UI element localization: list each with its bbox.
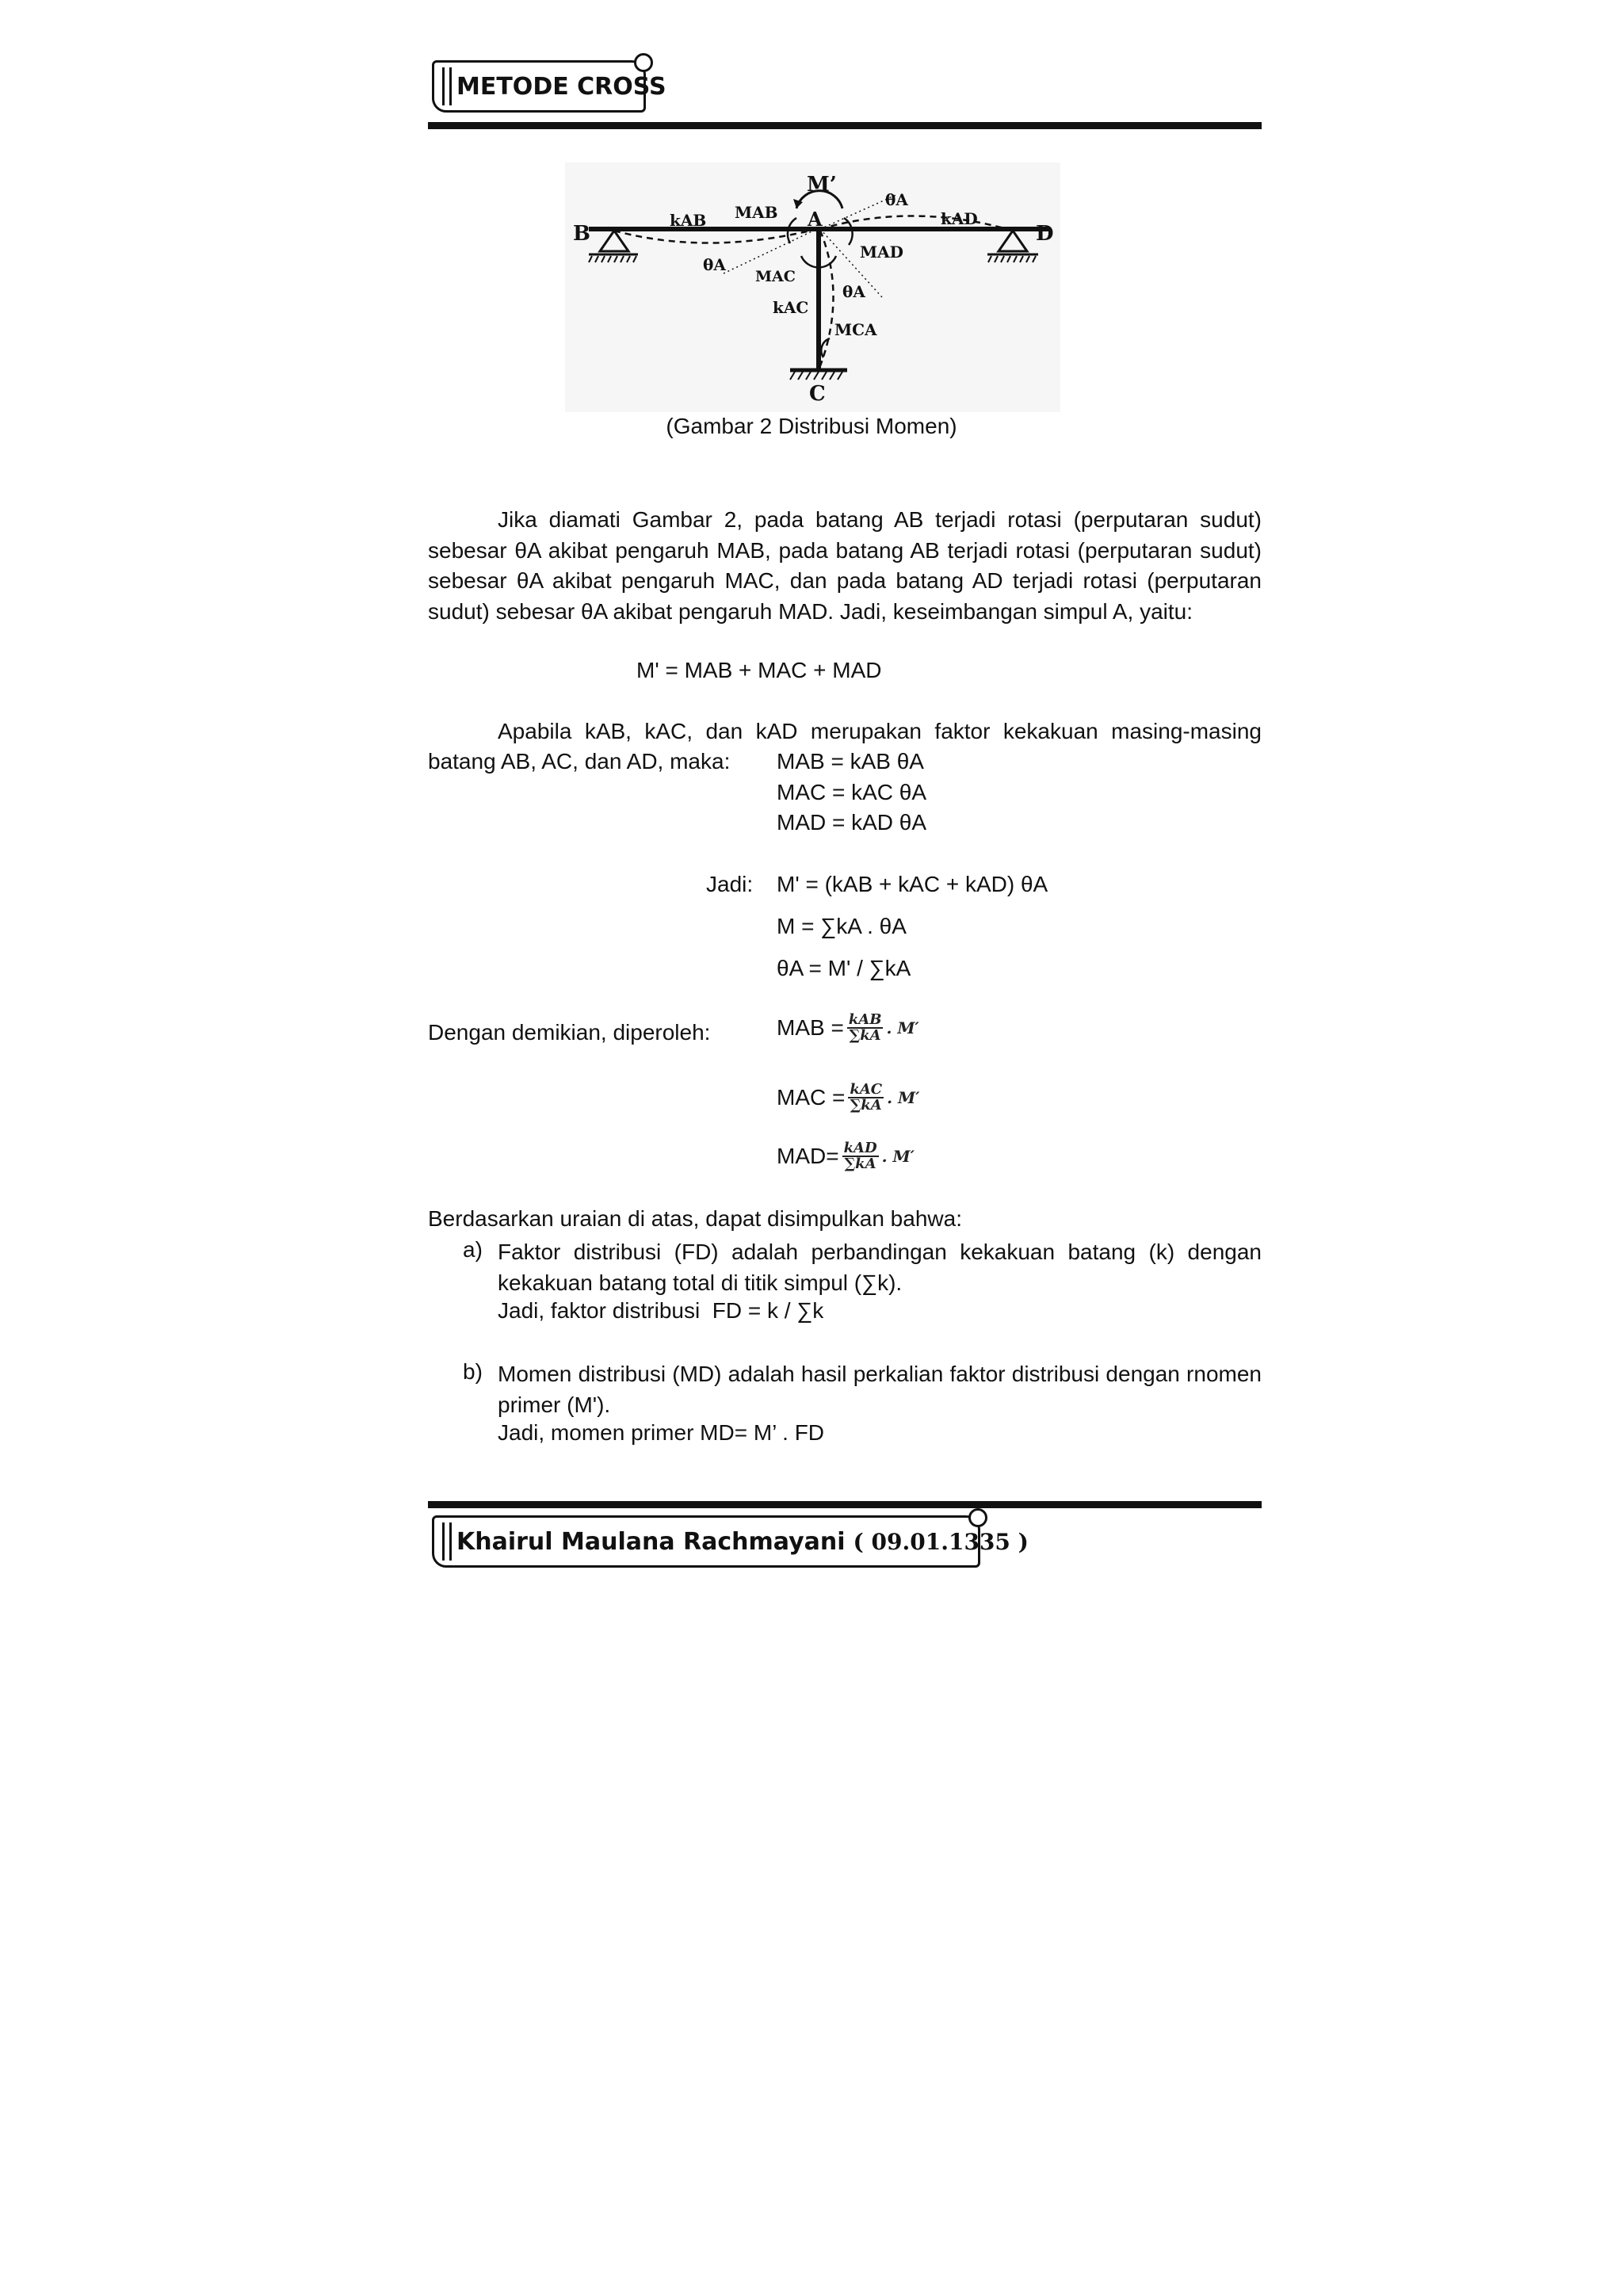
equation-mad: MAD = kAD θA xyxy=(777,810,927,835)
label-d: D xyxy=(1036,222,1054,246)
fraction-mad xyxy=(842,1141,879,1171)
label-kab: kAB xyxy=(670,211,707,230)
footer-id: ( 09.01.1335 ) xyxy=(853,1528,1029,1555)
jadi-label: Jadi: xyxy=(706,872,754,896)
header-banner xyxy=(432,60,666,113)
equation-mab: MAB = kAB θA xyxy=(777,749,924,774)
label-kad: kAD xyxy=(941,209,978,228)
footer-banner xyxy=(432,1515,1029,1568)
label-b: B xyxy=(573,222,590,246)
fraction-mad-denominator: ∑kA xyxy=(844,1156,876,1172)
label-a: A xyxy=(808,208,823,231)
result-mab-lhs: MAB = xyxy=(777,1015,844,1040)
figure-caption: (Gambar 2 Distribusi Momen) xyxy=(666,414,957,438)
frame-diagram-svg xyxy=(565,162,1060,412)
footer-author: Khairul Maulana Rachmayani xyxy=(456,1527,846,1556)
footer-author-line xyxy=(456,1518,1029,1565)
fraction-mac-denominator: ∑kA xyxy=(850,1097,882,1114)
item-b-marker: b) xyxy=(463,1359,483,1384)
result-mac xyxy=(777,1083,919,1113)
header-rule xyxy=(428,122,1262,129)
fraction-mab-numerator: kAB xyxy=(848,1011,882,1028)
result-mad xyxy=(777,1141,915,1171)
label-mab: MAB xyxy=(735,203,778,222)
label-kac: kAC xyxy=(773,298,809,317)
equation-jadi-2: M = ∑kA . θA xyxy=(777,914,907,938)
paragraph-1-text: Jika diamati Gambar 2, pada batang AB terjadi rotasi (perputaran sudut) sebesar θA akibat pengaruh MAB, pada batang AB terjadi rotasi (perputaran sudut) sebesar θA akibat pengaruh MAC, dan pada batang AD terjadi rotasi (perputaran sudut) sebesar θA akibat pengaruh MAD. Jadi, keseimbangan simpul A, yaitu: xyxy=(428,507,1262,624)
fraction-mad-suffix: . M′ xyxy=(881,1147,915,1166)
paragraph-1 xyxy=(428,505,1262,627)
result-mab xyxy=(777,1013,919,1043)
fraction-mad-numerator: kAD xyxy=(843,1140,877,1156)
item-a-marker: a) xyxy=(463,1237,483,1262)
diperoleh-label: Dengan demikian, diperoleh: xyxy=(428,1020,711,1045)
label-thetaa-top: θA xyxy=(885,190,908,209)
item-b-result: Jadi, momen primer MD= M’ . FD xyxy=(498,1420,825,1445)
fraction-mab-denominator: ∑kA xyxy=(849,1027,881,1044)
result-mad-lhs: MAD= xyxy=(777,1144,839,1168)
result-mac-lhs: MAC = xyxy=(777,1085,846,1110)
support-d xyxy=(999,231,1027,251)
fraction-mac xyxy=(848,1083,884,1113)
label-thetaa-left: θA xyxy=(703,255,726,274)
equation-jadi-1: M' = (kAB + kAC + kAD) θA xyxy=(777,872,1048,896)
conclusion-intro: Berdasarkan uraian di atas, dapat disimpulkan bahwa: xyxy=(428,1206,962,1231)
label-thetaa-right: θA xyxy=(842,282,865,301)
footer-rule xyxy=(428,1501,1262,1508)
fraction-mac-numerator: kAC xyxy=(850,1081,883,1098)
equation-sum: M' = MAB + MAC + MAD xyxy=(636,658,882,682)
fraction-mab xyxy=(847,1013,884,1043)
fraction-mac-suffix: . M′ xyxy=(887,1088,920,1107)
support-b xyxy=(600,231,628,251)
scroll-curl-left xyxy=(442,67,452,105)
paragraph-2-line-1: Apabila kAB, kAC, dan kAD merupakan faktor kekakuan masing-masing xyxy=(498,719,1262,743)
label-c: C xyxy=(809,382,826,406)
label-mprime: M’ xyxy=(807,173,837,197)
label-mad: MAD xyxy=(860,243,903,262)
label-mca: MCA xyxy=(834,320,877,339)
label-mac: MAC xyxy=(755,268,796,285)
fraction-mab-suffix: . M′ xyxy=(886,1018,919,1037)
item-a-result: Jadi, faktor distribusi FD = k / ∑k xyxy=(498,1298,824,1323)
equation-jadi-3: θA = M' / ∑kA xyxy=(777,956,911,980)
equation-mac: MAC = kAC θA xyxy=(777,780,927,804)
item-a-text: Faktor distribusi (FD) adalah perbandingan kekakuan batang (k) dengan kekakuan batang total di titik simpul (∑k). xyxy=(498,1240,1262,1295)
item-b-text: Momen distribusi (MD) adalah hasil perkalian faktor distribusi dengan rnomen primer (M'). xyxy=(498,1362,1262,1417)
paragraph-2-line-2: batang AB, AC, dan AD, maka: xyxy=(428,749,731,774)
scroll-curl-left xyxy=(442,1522,452,1561)
header-title: METODE CROSS xyxy=(456,72,666,101)
figure-diagram xyxy=(565,162,1060,412)
